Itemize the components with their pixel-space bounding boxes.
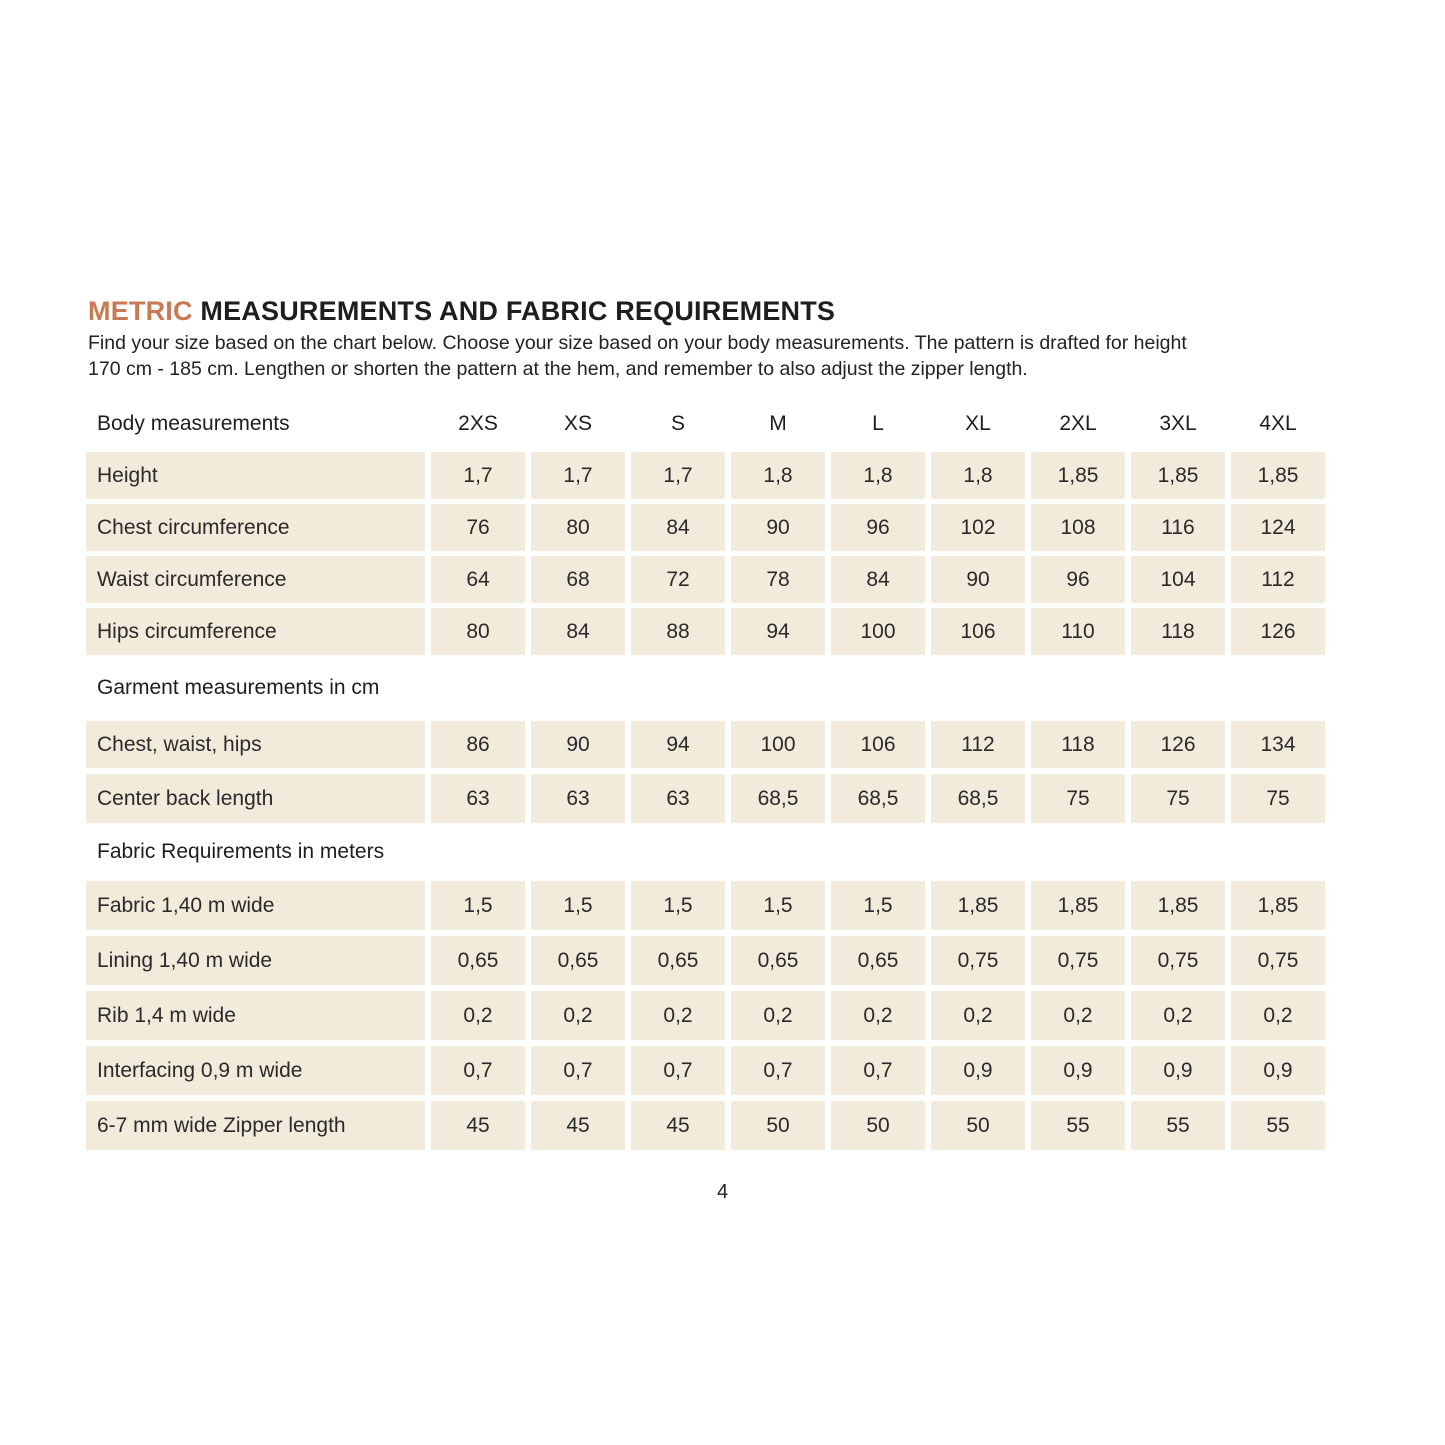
table-cell: 106 — [931, 608, 1025, 655]
table-cell: 1,7 — [631, 452, 725, 499]
table-cell: 55 — [1031, 1101, 1125, 1150]
table-cell: 0,7 — [731, 1046, 825, 1095]
table-cell: 1,8 — [831, 452, 925, 499]
row-label: Lining 1,40 m wide — [86, 936, 425, 985]
table-cell: 94 — [631, 721, 725, 768]
intro-line-2: 170 cm - 185 cm. Lengthen or shorten the pattern at the hem, and remember to also adjust the zipper length. — [88, 358, 1028, 380]
table-cell: 1,85 — [931, 881, 1025, 930]
table-row — [86, 1101, 1326, 1150]
table-cell: 1,5 — [631, 881, 725, 930]
intro-line-1: Find your size based on the chart below. Choose your size based on your body measurements. The pattern is drafted for height — [88, 332, 1187, 354]
size-2xl-header: 2XL — [1059, 412, 1097, 435]
row-label: Chest circumference — [86, 504, 425, 551]
table-cell: 118 — [1131, 608, 1225, 655]
table-cell: 100 — [731, 721, 825, 768]
table-cell: 45 — [431, 1101, 525, 1150]
table-cell: 0,2 — [1031, 991, 1125, 1040]
table-cell: 75 — [1031, 774, 1125, 823]
table-cell: 0,7 — [531, 1046, 625, 1095]
table-cell: 0,65 — [431, 936, 525, 985]
table-cell: 96 — [831, 504, 925, 551]
table-cell: 110 — [1031, 608, 1125, 655]
table-cell: 75 — [1131, 774, 1225, 823]
table-cell: 1,8 — [931, 452, 1025, 499]
table-row — [86, 774, 1326, 823]
intro-text — [88, 330, 1358, 382]
size-header-row — [86, 400, 1326, 448]
table-row — [86, 608, 1326, 655]
table-cell: 50 — [931, 1101, 1025, 1150]
table-cell: 102 — [931, 504, 1025, 551]
table-cell: 1,85 — [1031, 881, 1125, 930]
table-cell: 0,75 — [1131, 936, 1225, 985]
table-cell: 90 — [931, 556, 1025, 603]
table-cell: 0,65 — [831, 936, 925, 985]
garment-section-heading: Garment measurements in cm — [97, 676, 380, 699]
table-cell: 1,7 — [431, 452, 525, 499]
table-row — [86, 504, 1326, 551]
row-label: Center back length — [86, 774, 425, 823]
size-3xl-header: 3XL — [1159, 412, 1197, 435]
table-cell: 76 — [431, 504, 525, 551]
table-cell: 0,9 — [931, 1046, 1025, 1095]
table-cell: 1,85 — [1131, 881, 1225, 930]
table-cell: 100 — [831, 608, 925, 655]
table-cell: 68,5 — [831, 774, 925, 823]
table-cell: 118 — [1031, 721, 1125, 768]
table-cell: 124 — [1231, 504, 1325, 551]
table-cell: 126 — [1131, 721, 1225, 768]
table-cell: 0,2 — [531, 991, 625, 1040]
table-cell: 1,5 — [531, 881, 625, 930]
table-cell: 0,2 — [831, 991, 925, 1040]
table-cell: 84 — [831, 556, 925, 603]
table-row — [86, 991, 1326, 1040]
table-cell: 84 — [531, 608, 625, 655]
table-cell: 96 — [1031, 556, 1125, 603]
table-row — [86, 936, 1326, 985]
table-cell: 0,7 — [431, 1046, 525, 1095]
table-cell: 0,2 — [431, 991, 525, 1040]
table-cell: 75 — [1231, 774, 1325, 823]
table-cell: 1,85 — [1131, 452, 1225, 499]
table-cell: 94 — [731, 608, 825, 655]
table-cell: 134 — [1231, 721, 1325, 768]
size-l-header: L — [872, 412, 884, 435]
table-cell: 0,2 — [1231, 991, 1325, 1040]
size-2xs-header: 2XS — [458, 412, 498, 435]
table-row — [86, 1046, 1326, 1095]
table-cell: 45 — [531, 1101, 625, 1150]
table-row — [86, 452, 1326, 499]
table-cell: 63 — [531, 774, 625, 823]
row-label: 6-7 mm wide Zipper length — [86, 1101, 425, 1150]
table-cell: 1,5 — [731, 881, 825, 930]
table-cell: 1,5 — [831, 881, 925, 930]
table-cell: 0,75 — [1231, 936, 1325, 985]
table-cell: 0,7 — [631, 1046, 725, 1095]
row-label: Fabric 1,40 m wide — [86, 881, 425, 930]
table-cell: 68,5 — [931, 774, 1025, 823]
table-cell: 0,65 — [531, 936, 625, 985]
table-cell: 0,9 — [1031, 1046, 1125, 1095]
table-cell: 126 — [1231, 608, 1325, 655]
table-cell: 104 — [1131, 556, 1225, 603]
table-cell: 90 — [531, 721, 625, 768]
table-cell: 55 — [1131, 1101, 1225, 1150]
page-number: 4 — [716, 1181, 729, 1203]
table-cell: 68,5 — [731, 774, 825, 823]
size-s-header: S — [670, 412, 685, 435]
row-label: Rib 1,4 m wide — [86, 991, 425, 1040]
table-cell: 50 — [831, 1101, 925, 1150]
table-cell: 112 — [931, 721, 1025, 768]
table-cell: 1,7 — [531, 452, 625, 499]
table-cell: 78 — [731, 556, 825, 603]
row-label: Waist circumference — [86, 556, 425, 603]
table-cell: 63 — [631, 774, 725, 823]
row-label: Height — [86, 452, 425, 499]
table-cell: 0,2 — [631, 991, 725, 1040]
table-cell: 0,9 — [1131, 1046, 1225, 1095]
row-label: Interfacing 0,9 m wide — [86, 1046, 425, 1095]
table-cell: 0,75 — [1031, 936, 1125, 985]
table-cell: 45 — [631, 1101, 725, 1150]
table-cell: 68 — [531, 556, 625, 603]
table-cell: 0,2 — [931, 991, 1025, 1040]
table-cell: 80 — [431, 608, 525, 655]
table-cell: 90 — [731, 504, 825, 551]
table-cell: 0,65 — [731, 936, 825, 985]
size-xs-header: XS — [563, 412, 592, 435]
table-cell: 0,9 — [1231, 1046, 1325, 1095]
table-cell: 1,5 — [431, 881, 525, 930]
table-cell: 112 — [1231, 556, 1325, 603]
table-cell: 0,75 — [931, 936, 1025, 985]
table-cell: 50 — [731, 1101, 825, 1150]
table-cell: 55 — [1231, 1101, 1325, 1150]
table-cell: 108 — [1031, 504, 1125, 551]
row-label: Chest, waist, hips — [86, 721, 425, 768]
table-cell: 116 — [1131, 504, 1225, 551]
table-cell: 80 — [531, 504, 625, 551]
table-row — [86, 721, 1326, 768]
table-cell: 1,85 — [1231, 881, 1325, 930]
table-cell: 1,8 — [731, 452, 825, 499]
table-cell: 0,2 — [731, 991, 825, 1040]
size-m-header: M — [769, 412, 787, 435]
table-cell: 0,2 — [1131, 991, 1225, 1040]
table-cell: 106 — [831, 721, 925, 768]
header-label: Body measurements — [97, 412, 290, 435]
table-cell: 63 — [431, 774, 525, 823]
size-4xl-header: 4XL — [1259, 412, 1297, 435]
table-cell: 0,7 — [831, 1046, 925, 1095]
title-accent: METRIC — [88, 296, 193, 326]
table-row — [86, 881, 1326, 930]
title-rest: MEASUREMENTS AND FABRIC REQUIREMENTS — [200, 296, 836, 326]
table-cell: 72 — [631, 556, 725, 603]
table-cell: 88 — [631, 608, 725, 655]
row-label: Hips circumference — [86, 608, 425, 655]
table-row — [86, 556, 1326, 603]
table-cell: 84 — [631, 504, 725, 551]
table-cell: 0,65 — [631, 936, 725, 985]
page-title — [88, 296, 835, 327]
table-cell: 64 — [431, 556, 525, 603]
size-xl-header: XL — [965, 412, 991, 435]
table-cell: 1,85 — [1231, 452, 1325, 499]
table-cell: 86 — [431, 721, 525, 768]
fabric-section-heading: Fabric Requirements in meters — [97, 840, 385, 863]
table-cell: 1,85 — [1031, 452, 1125, 499]
